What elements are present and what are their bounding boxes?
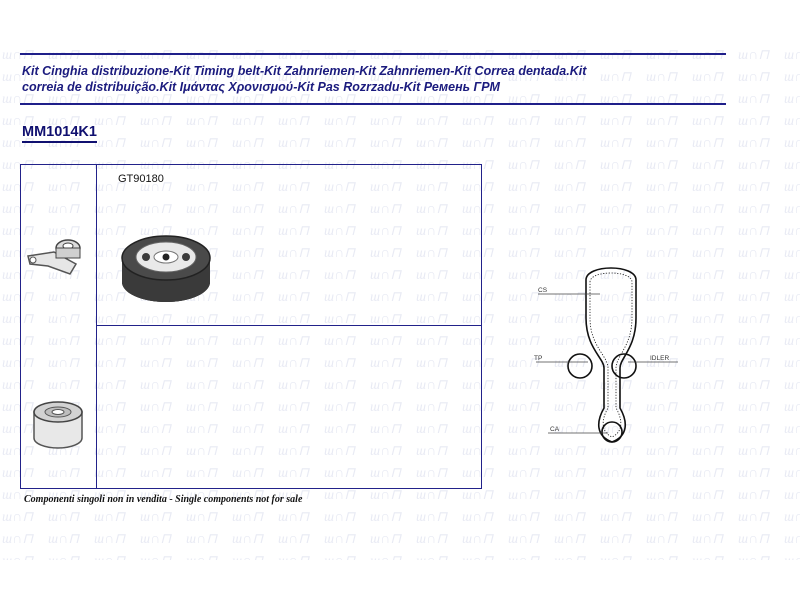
tensioner-pulley-icon (116, 220, 216, 310)
title-line-2: correia de distribuição.Kit Ιμάντας Χρονισμού-Kit Pas Rozrzadu-Kit Ремень ГРМ (22, 80, 500, 94)
components-box (20, 164, 482, 489)
tensioner-pulley-marker (568, 354, 592, 378)
belt-routing-diagram (528, 258, 688, 458)
label-tp: TP (534, 355, 543, 362)
header-bottom-rule (20, 103, 726, 105)
label-cs: CS (538, 287, 548, 294)
components-divider-vertical (96, 164, 97, 488)
title-line-1: Kit Cinghia distribuzione-Kit Timing belt-Kit Zahnriemen-Kit Zahnriemen-Kit Correa dentada.Kit (22, 64, 587, 78)
crankshaft-pulley-marker (602, 422, 622, 442)
idler-roller-icon (28, 396, 88, 454)
components-divider-horizontal (96, 325, 481, 326)
label-idler: IDLER (650, 355, 670, 362)
kit-code: MM1014K1 (22, 124, 97, 143)
label-ca: CA (550, 426, 560, 433)
kit-title (22, 63, 722, 95)
tensioner-arm-icon (24, 234, 88, 282)
footer-note: Componenti singoli non in vendita - Single components not for sale (24, 494, 303, 505)
tensioner-part-number: GT90180 (118, 173, 164, 185)
header-top-rule (20, 53, 726, 55)
